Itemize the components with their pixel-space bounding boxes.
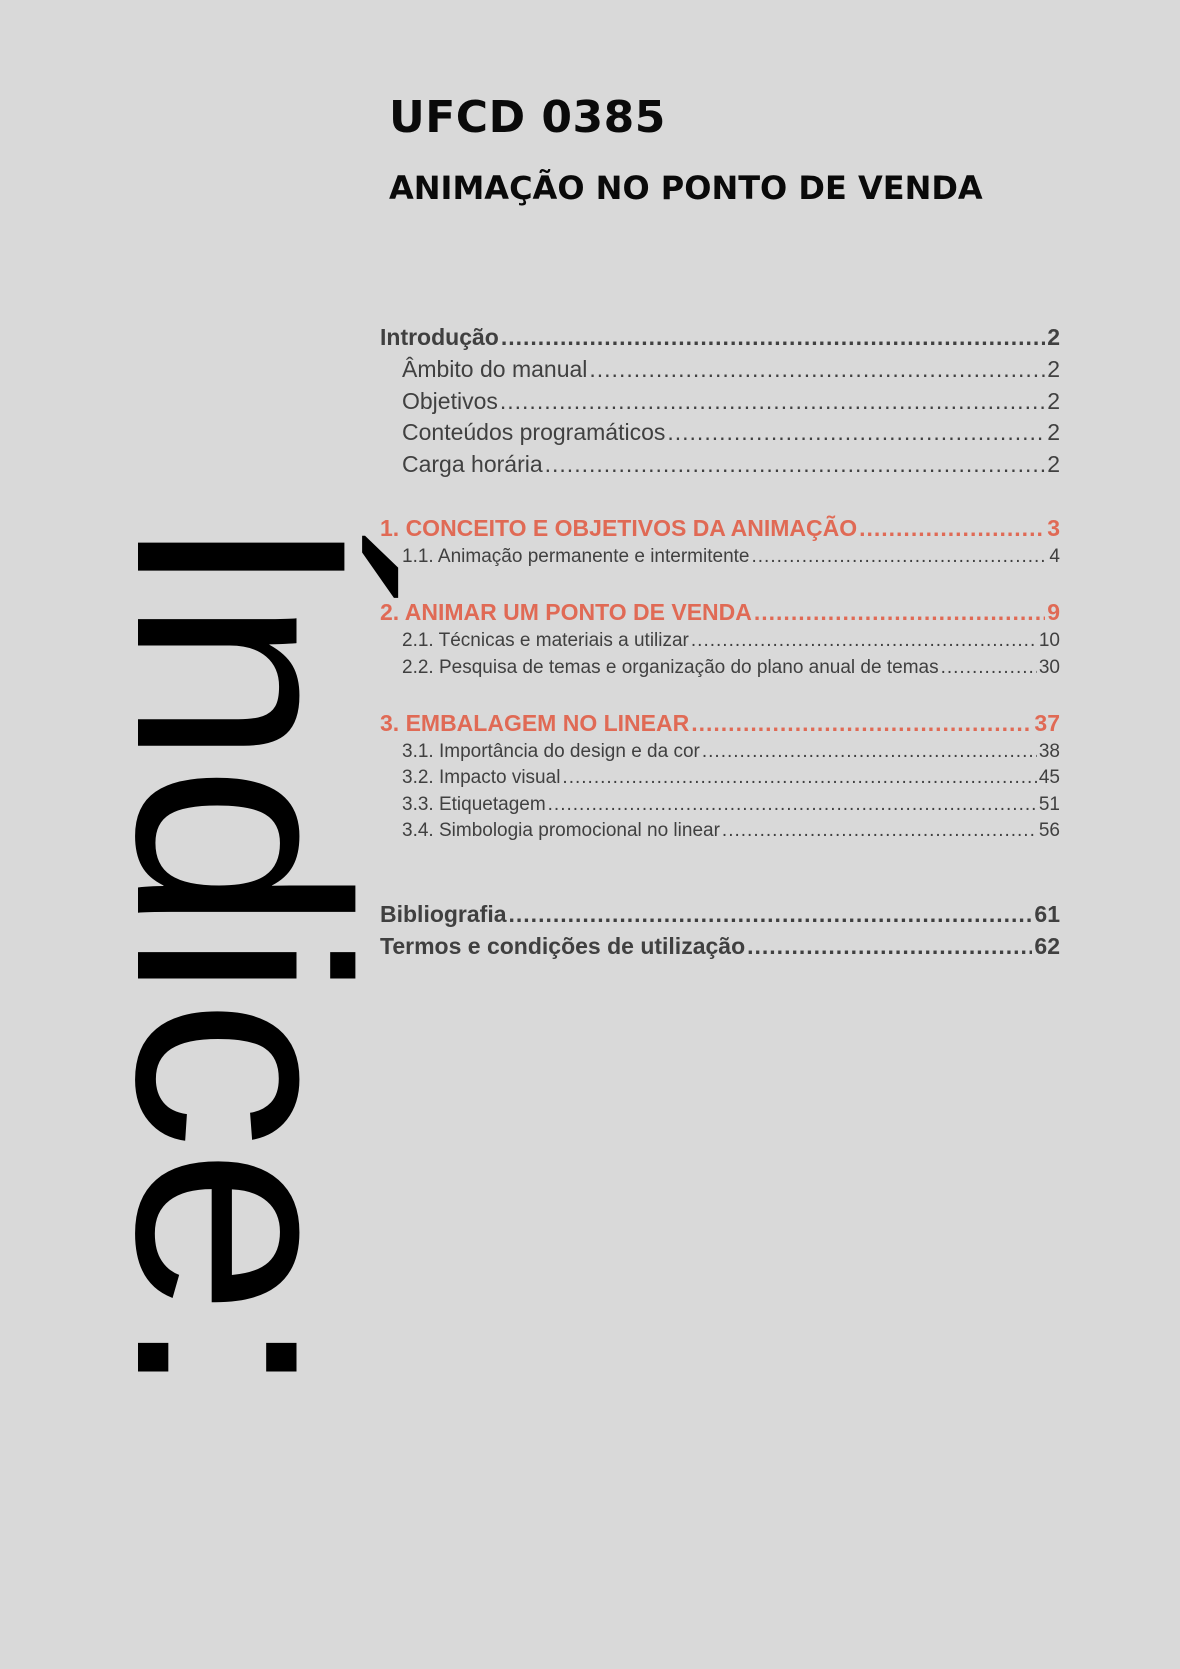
toc-entry-label: 2.2. Pesquisa de temas e organização do plano anual de temas [402, 657, 939, 678]
toc-chapter-3[interactable] [380, 710, 1060, 737]
toc-entry-termos[interactable] [380, 933, 1060, 960]
toc-leader [500, 388, 1045, 415]
toc-entry-page: 2 [1047, 356, 1060, 382]
toc-entry-label: 1.1. Animação permanente e intermitente [402, 546, 750, 567]
toc-entry-page: 45 [1038, 767, 1060, 788]
toc-entry-page: 51 [1038, 794, 1060, 815]
toc-entry-page: 10 [1038, 630, 1060, 651]
toc-entry-page: 4 [1049, 546, 1060, 567]
toc-entry-2-2[interactable] [402, 657, 1060, 679]
toc-entry-1-1[interactable] [402, 546, 1060, 568]
toc-entry-label: Conteúdos programáticos [402, 419, 666, 445]
toc-leader [691, 630, 1037, 652]
toc-entry-label: 2.1. Técnicas e materiais a utilizar [402, 630, 689, 651]
toc-leader [859, 515, 1045, 542]
toc-entry-page: 2 [1047, 388, 1060, 414]
toc-chapter-label: 3. EMBALAGEM NO LINEAR [380, 710, 690, 736]
toc-entry-3-2[interactable] [402, 767, 1060, 789]
toc-entry-label: Bibliografia [380, 901, 507, 927]
toc-leader [667, 419, 1045, 446]
toc-entry-page: 61 [1034, 901, 1060, 927]
toc-leader [702, 741, 1037, 763]
toc-entry-objetivos[interactable] [402, 388, 1060, 415]
toc-entry-page: 38 [1038, 741, 1060, 762]
toc-entry-ambito[interactable] [402, 356, 1060, 383]
toc-entry-label: 3.4. Simbologia promocional no linear [402, 820, 720, 841]
toc-entry-page: 30 [1038, 657, 1060, 678]
toc-entry-label: Carga horária [402, 451, 543, 477]
toc-entry-page: 62 [1034, 933, 1060, 959]
toc-leader [941, 657, 1037, 679]
toc-leader [751, 546, 1047, 568]
course-code: UFCD 0385 [389, 92, 666, 143]
toc-entry-3-1[interactable] [402, 741, 1060, 763]
toc-leader [545, 451, 1046, 478]
toc-chapter-page: 37 [1034, 710, 1060, 736]
toc-entry-label: 3.2. Impacto visual [402, 767, 561, 788]
toc-entry-3-4[interactable] [402, 820, 1060, 842]
toc-entry-label: Âmbito do manual [402, 356, 588, 382]
toc-leader [754, 599, 1045, 626]
toc-entry-page: 2 [1047, 451, 1060, 477]
toc-leader [562, 767, 1036, 789]
toc-chapter-2[interactable] [380, 599, 1060, 626]
toc-entry-page: 56 [1038, 820, 1060, 841]
toc-chapter-page: 9 [1047, 599, 1060, 625]
toc-leader [691, 710, 1032, 737]
toc-chapter-label: 1. CONCEITO E OBJETIVOS DA ANIMAÇÃO [380, 515, 858, 541]
toc-entry-label: Introdução [380, 324, 499, 350]
toc-leader [548, 794, 1037, 816]
toc-entry-conteudos[interactable] [402, 419, 1060, 446]
toc-leader [589, 356, 1045, 383]
toc-entry-introducao[interactable] [380, 324, 1060, 351]
toc-entry-page: 2 [1047, 324, 1060, 350]
toc-entry-3-3[interactable] [402, 794, 1060, 816]
toc-entry-label: Objetivos [402, 388, 498, 414]
toc-chapter-label: 2. ANIMAR UM PONTO DE VENDA [380, 599, 752, 625]
toc-entry-bibliografia[interactable] [380, 901, 1060, 928]
toc-entry-label: 3.3. Etiquetagem [402, 794, 546, 815]
toc-chapter-page: 3 [1047, 515, 1060, 541]
toc-entry-label: 3.1. Importância do design e da cor [402, 741, 700, 762]
vertical-index-title: Índice: [74, 515, 410, 1399]
toc-leader [722, 820, 1037, 842]
toc-leader [501, 324, 1045, 351]
toc-entry-page: 2 [1047, 419, 1060, 445]
toc-entry-label: Termos e condições de utilização [380, 933, 746, 959]
toc-chapter-1[interactable] [380, 515, 1060, 542]
toc-entry-2-1[interactable] [402, 630, 1060, 652]
toc-leader [747, 933, 1032, 960]
toc-entry-carga-horaria[interactable] [402, 451, 1060, 478]
course-title: ANIMAÇÃO NO PONTO DE VENDA [389, 169, 983, 207]
toc-leader [509, 901, 1033, 928]
